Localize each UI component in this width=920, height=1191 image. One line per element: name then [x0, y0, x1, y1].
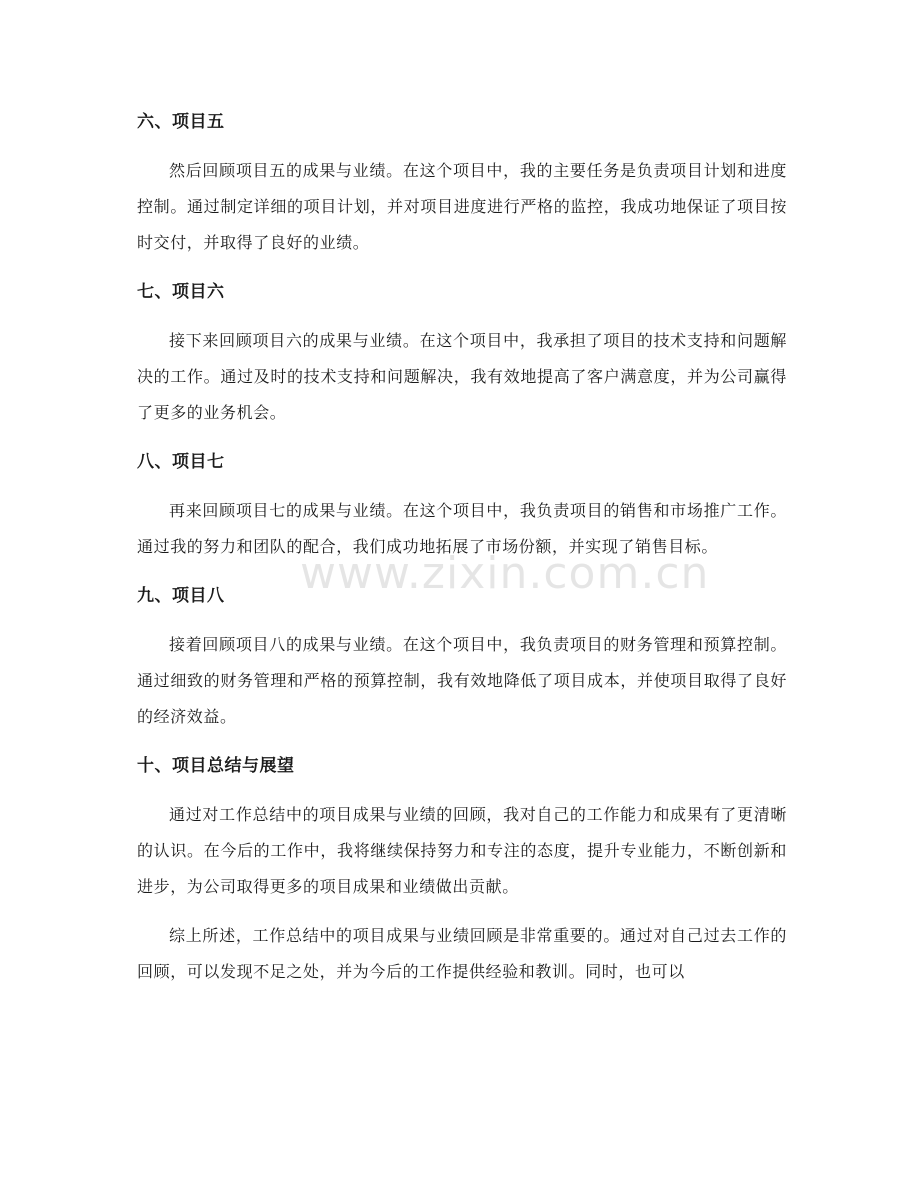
section-paragraph: 综上所述，工作总结中的项目成果与业绩回顾是非常重要的。通过对自己过去工作的回顾，可以发现不足之处，并为今后的工作提供经验和教训。同时，也可以: [137, 926, 787, 981]
section-heading: 九、项目八: [137, 586, 225, 606]
section-paragraph: 再来回顾项目七的成果与业绩。在这个项目中，我负责项目的销售和市场推广工作。通过我的努力和团队的配合，我们成功地拓展了市场份额，并实现了销售目标。: [137, 501, 787, 556]
watermark-text: www.zixin.com.cn: [300, 548, 710, 599]
section-heading: 七、项目六: [137, 282, 225, 302]
section-project-5: [137, 104, 787, 261]
section-heading: 八、项目七: [137, 452, 225, 472]
section-paragraph: 然后回顾项目五的成果与业绩。在这个项目中，我的主要任务是负责项目计划和进度控制。通过制定详细的项目计划，并对项目进度进行严格的监控，我成功地保证了项目按时交付，并取得了良好的业绩。: [137, 161, 787, 252]
section-project-8: [137, 578, 787, 735]
section-paragraph: 接下来回顾项目六的成果与业绩。在这个项目中，我承担了项目的技术支持和问题解决的工作。通过及时的技术支持和问题解决，我有效地提高了客户满意度，并为公司赢得了更多的业务机会。: [137, 331, 787, 422]
section-paragraph: 接着回顾项目八的成果与业绩。在这个项目中，我负责项目的财务管理和预算控制。通过细致的财务管理和严格的预算控制，我有效地降低了项目成本，并使项目取得了良好的经济效益。: [137, 635, 787, 726]
section-heading: 六、项目五: [137, 112, 225, 132]
section-paragraph: 通过对工作总结中的项目成果与业绩的回顾，我对自己的工作能力和成果有了更清晰的认识。在今后的工作中，我将继续保持努力和专注的态度，提升专业能力，不断创新和进步，为公司取得更多的项目成果和业绩做出贡献。: [137, 805, 787, 896]
section-project-7: [137, 444, 787, 565]
section-project-6: [137, 274, 787, 431]
section-summary-outlook: [137, 748, 787, 990]
section-heading: 十、项目总结与展望: [137, 756, 295, 776]
